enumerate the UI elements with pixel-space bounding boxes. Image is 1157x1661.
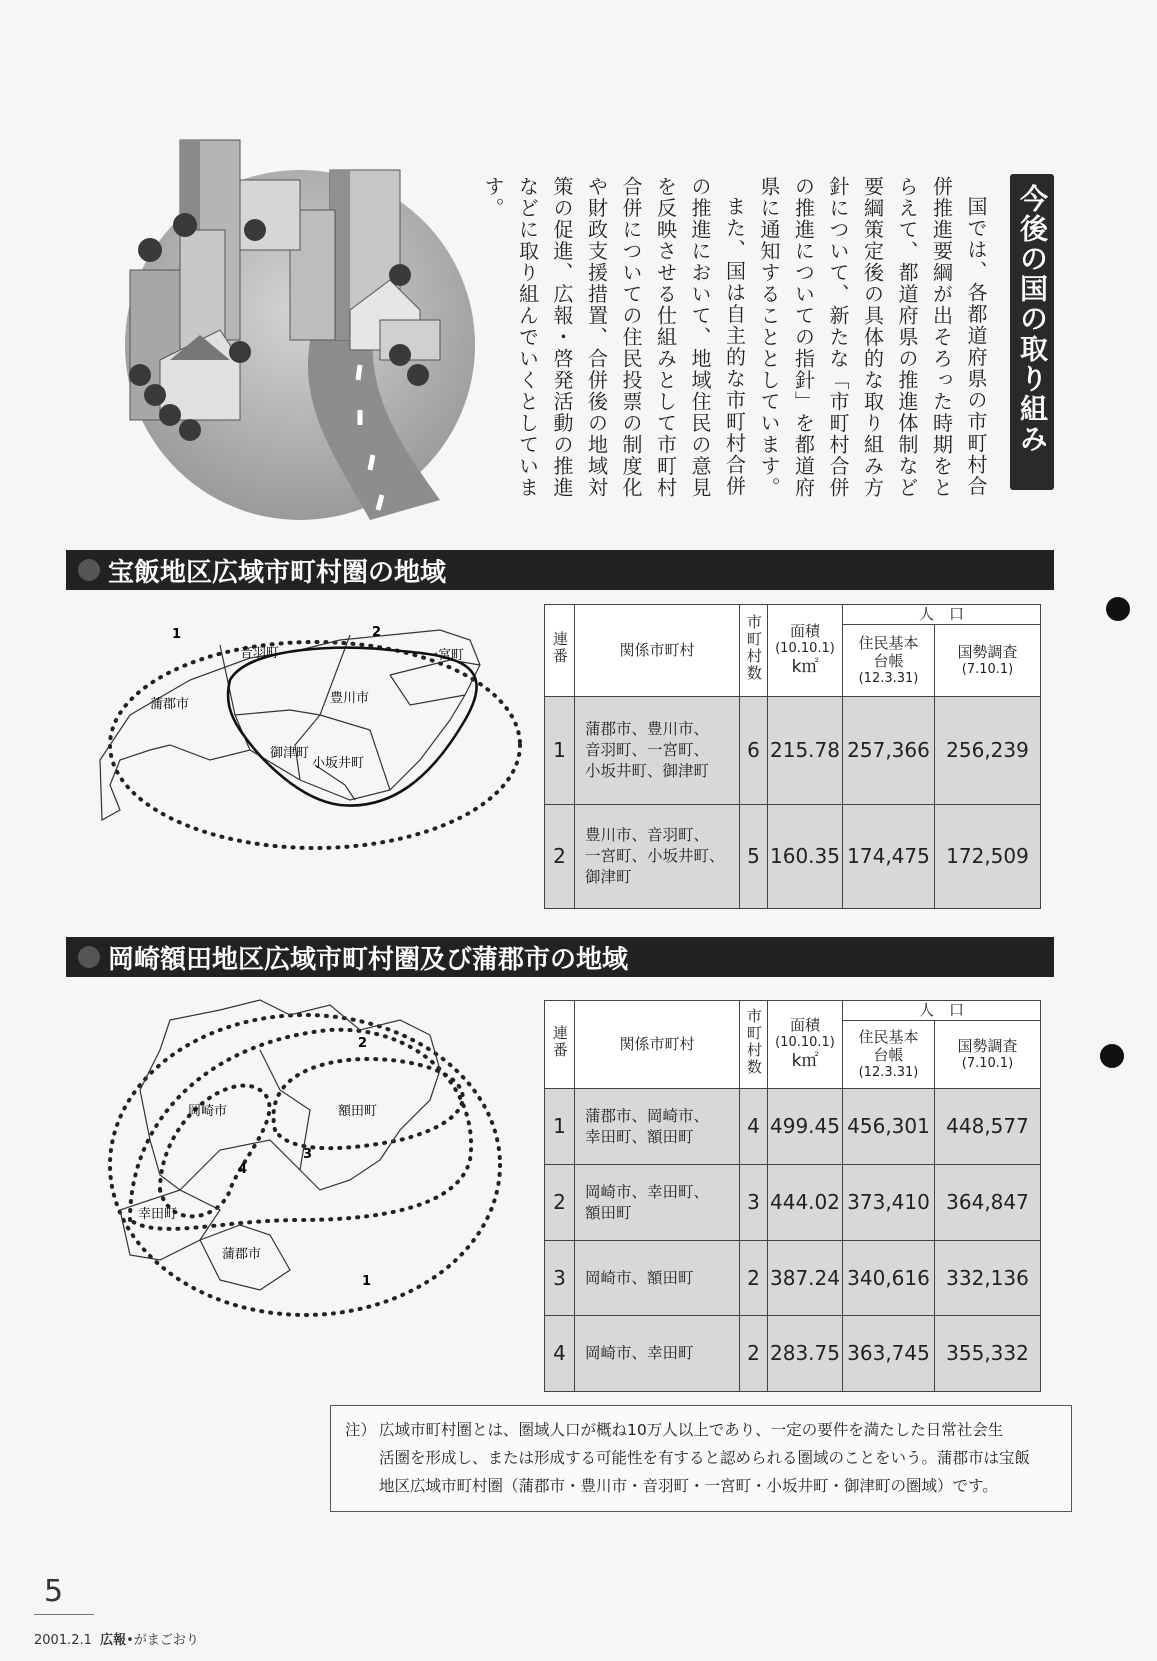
header-municipalities: 関係市町村: [575, 605, 740, 697]
table-row: 1 蒲郡市、豊川市、 音羽町、一宮町、 小坂井町、御津町 6 215.78 257,366 256,239: [545, 697, 1041, 805]
label-circle-2: 2: [358, 1036, 368, 1051]
table-row: 3 岡崎市、額田町 2 387.24 340,616 332,136: [545, 1241, 1041, 1316]
table-hoi: [544, 604, 1041, 909]
issue-date: 2001.2.1: [34, 1633, 92, 1648]
map-hoi-district: [90, 620, 530, 860]
label-ichinomiya: 一宮町: [425, 648, 465, 663]
table-okazaki: [544, 1000, 1041, 1392]
label-gamagori: 蒲郡市: [150, 697, 190, 712]
footer-publication: [34, 1629, 199, 1648]
header-census: 国勢調査 (7.10.1): [935, 625, 1041, 697]
label-circle-1: 1: [362, 1274, 372, 1289]
paragraph-2: また、国は自主的な市町村合併の推進において、地域住民の意見を反映させる仕組みとして市町村合併についての住民投票の制度化や財政支援措置、合併後の地域対策の促進、広報・啓発活動の推進などに取り組んでいくとしています。: [481, 176, 747, 499]
label-toyokawa: 豊川市: [330, 691, 370, 706]
header-area: 面積 (10.10.1) k㎡: [768, 1001, 843, 1089]
publication-suffix: •がまごおり: [126, 1633, 199, 1648]
label-circle-3: 3: [303, 1147, 313, 1162]
header-serial: 連番: [545, 605, 575, 697]
table-row: 2 岡崎市、幸田町、 額田町 3 444.02 373,410 364,847: [545, 1165, 1041, 1241]
bullet-circle-icon: [78, 559, 100, 581]
punch-hole-icon: [1100, 1044, 1124, 1068]
label-nukata: 額田町: [338, 1104, 378, 1119]
header-count: 市町村数: [740, 1001, 768, 1089]
header-resident: 住民基本 台帳 (12.3.31): [843, 1021, 935, 1089]
header-resident: 住民基本 台帳 (12.3.31): [843, 625, 935, 697]
label-mito: 御津町: [270, 746, 310, 761]
label-gamagori: 蒲郡市: [222, 1247, 262, 1262]
label-kota: 幸田町: [138, 1207, 178, 1222]
footnote-box: [330, 1405, 1072, 1512]
section-title: 岡崎額田地区広域市町村圏及び蒲郡市の地域: [108, 944, 629, 975]
header-population: 人 口: [843, 1001, 1041, 1021]
label-kozakai: 小坂井町: [312, 756, 365, 771]
paragraph-1: 国では、各都道府県の市町村合併推進要綱が出そろった時期をとらえて、都道府県の推進体制など要綱策定後の具体的な取り組み方針について、新たな「市町村合併の推進についての指針」を都道府県に通知することとしています。: [757, 176, 988, 499]
footnote-line: 広域市町村圏とは、圏域人口が概ね10万人以上であり、一定の要件を満たした日常社会生: [379, 1421, 1004, 1439]
header-count: 市町村数: [740, 605, 768, 697]
header-serial: 連番: [545, 1001, 575, 1089]
header-area: 面積 (10.10.1) k㎡: [768, 605, 843, 697]
city-illustration: [120, 130, 480, 530]
label-circle-2: 2: [372, 625, 382, 640]
label-otowa: 音羽町: [240, 646, 280, 661]
label-okazaki: 岡崎市: [188, 1104, 228, 1119]
section-heading-future-efforts: 今後の国の取り組み: [1010, 174, 1054, 490]
section-bar-hoi: [66, 550, 1054, 590]
label-circle-1: 1: [172, 627, 182, 642]
punch-hole-icon: [1106, 597, 1130, 621]
bullet-circle-icon: [78, 946, 100, 968]
footnote-label: 注）: [345, 1421, 377, 1439]
header-population: 人 口: [843, 605, 1041, 625]
map-okazaki-district: [100, 990, 520, 1330]
footnote-line: 地区広域市町村圏（蒲郡市・豊川市・音羽町・一宮町・小坂井町・御津町の圏域）です。: [379, 1477, 998, 1495]
table-row: 4 岡崎市、幸田町 2 283.75 363,745 355,332: [545, 1316, 1041, 1392]
section-title: 宝飯地区広域市町村圏の地域: [108, 557, 447, 588]
footnote-line: 活圏を形成し、または形成する可能性を有すると認められる圏域のことをいう。蒲郡市は宝飯: [379, 1449, 1031, 1467]
footer-divider: [34, 1614, 94, 1615]
table-row: 2 豊川市、音羽町、 一宮町、小坂井町、 御津町 5 160.35 174,475 172,509: [545, 805, 1041, 909]
page-number: 5: [44, 1574, 64, 1609]
section-bar-okazaki: [66, 937, 1054, 977]
future-efforts-body: [481, 176, 993, 506]
table-row: 1 蒲郡市、岡崎市、 幸田町、額田町 4 499.45 456,301 448,577: [545, 1089, 1041, 1165]
label-circle-4: 4: [238, 1162, 248, 1177]
header-municipalities: 関係市町村: [575, 1001, 740, 1089]
publication-name: 広報: [100, 1633, 127, 1648]
header-census: 国勢調査 (7.10.1): [935, 1021, 1041, 1089]
